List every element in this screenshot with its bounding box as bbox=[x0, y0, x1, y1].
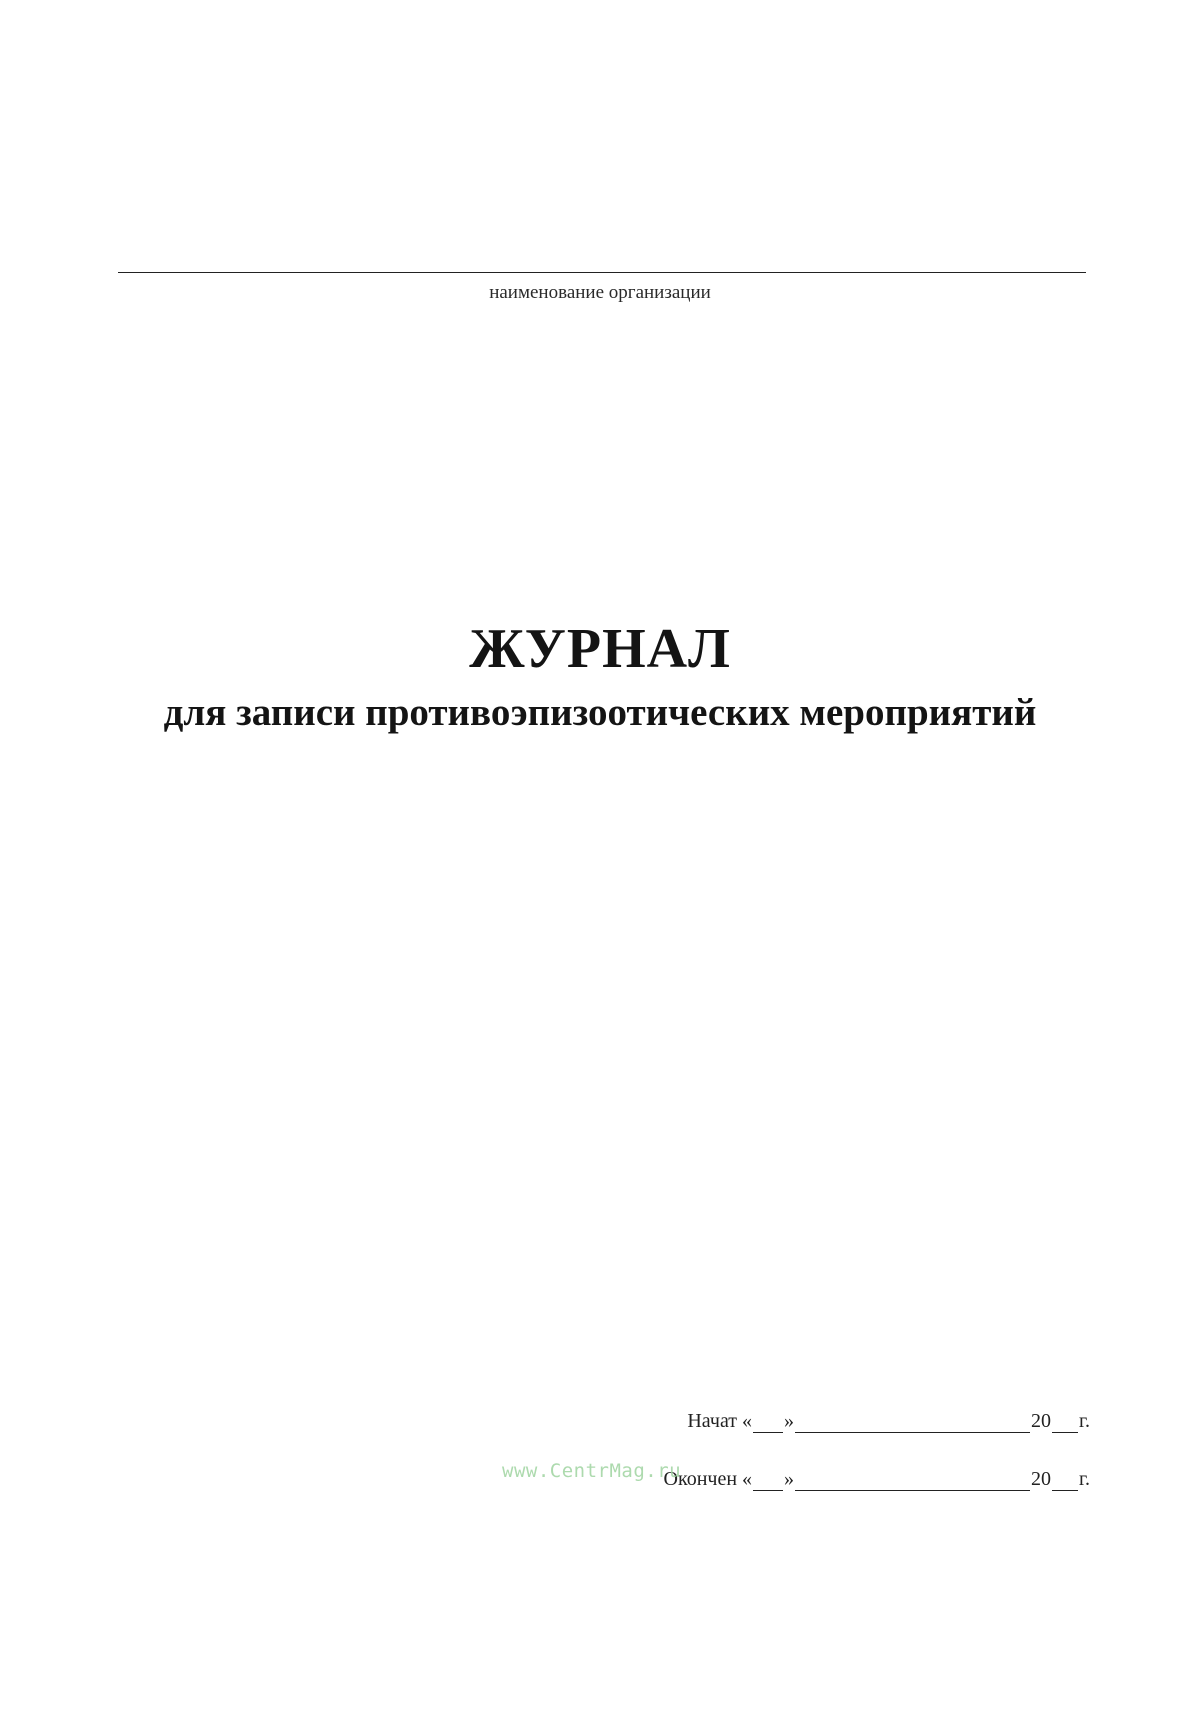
journal-title: ЖУРНАЛ bbox=[469, 618, 731, 680]
end-date-label: Окончен « bbox=[663, 1468, 753, 1490]
site-watermark: www.CentrMag.ru bbox=[502, 1460, 682, 1482]
start-date-label: Начат « bbox=[687, 1410, 753, 1432]
start-year-prefix: 20 bbox=[1031, 1410, 1052, 1432]
end-month-blank bbox=[795, 1472, 1030, 1491]
start-year-suffix: г. bbox=[1079, 1410, 1090, 1432]
start-day-blank bbox=[753, 1414, 783, 1433]
start-month-blank bbox=[795, 1414, 1030, 1433]
start-quote-close: » bbox=[784, 1410, 795, 1432]
end-day-blank bbox=[753, 1472, 783, 1491]
start-date-row bbox=[600, 1410, 1090, 1433]
journal-subtitle: для записи противоэпизоотических мероприятий bbox=[163, 691, 1037, 734]
end-year-suffix: г. bbox=[1079, 1468, 1090, 1490]
organization-caption: наименование организации bbox=[489, 282, 711, 303]
organization-name-line bbox=[118, 272, 1086, 273]
start-year-blank bbox=[1052, 1414, 1078, 1433]
end-year-prefix: 20 bbox=[1031, 1468, 1052, 1490]
end-year-blank bbox=[1052, 1472, 1078, 1491]
end-quote-close: » bbox=[784, 1468, 795, 1490]
